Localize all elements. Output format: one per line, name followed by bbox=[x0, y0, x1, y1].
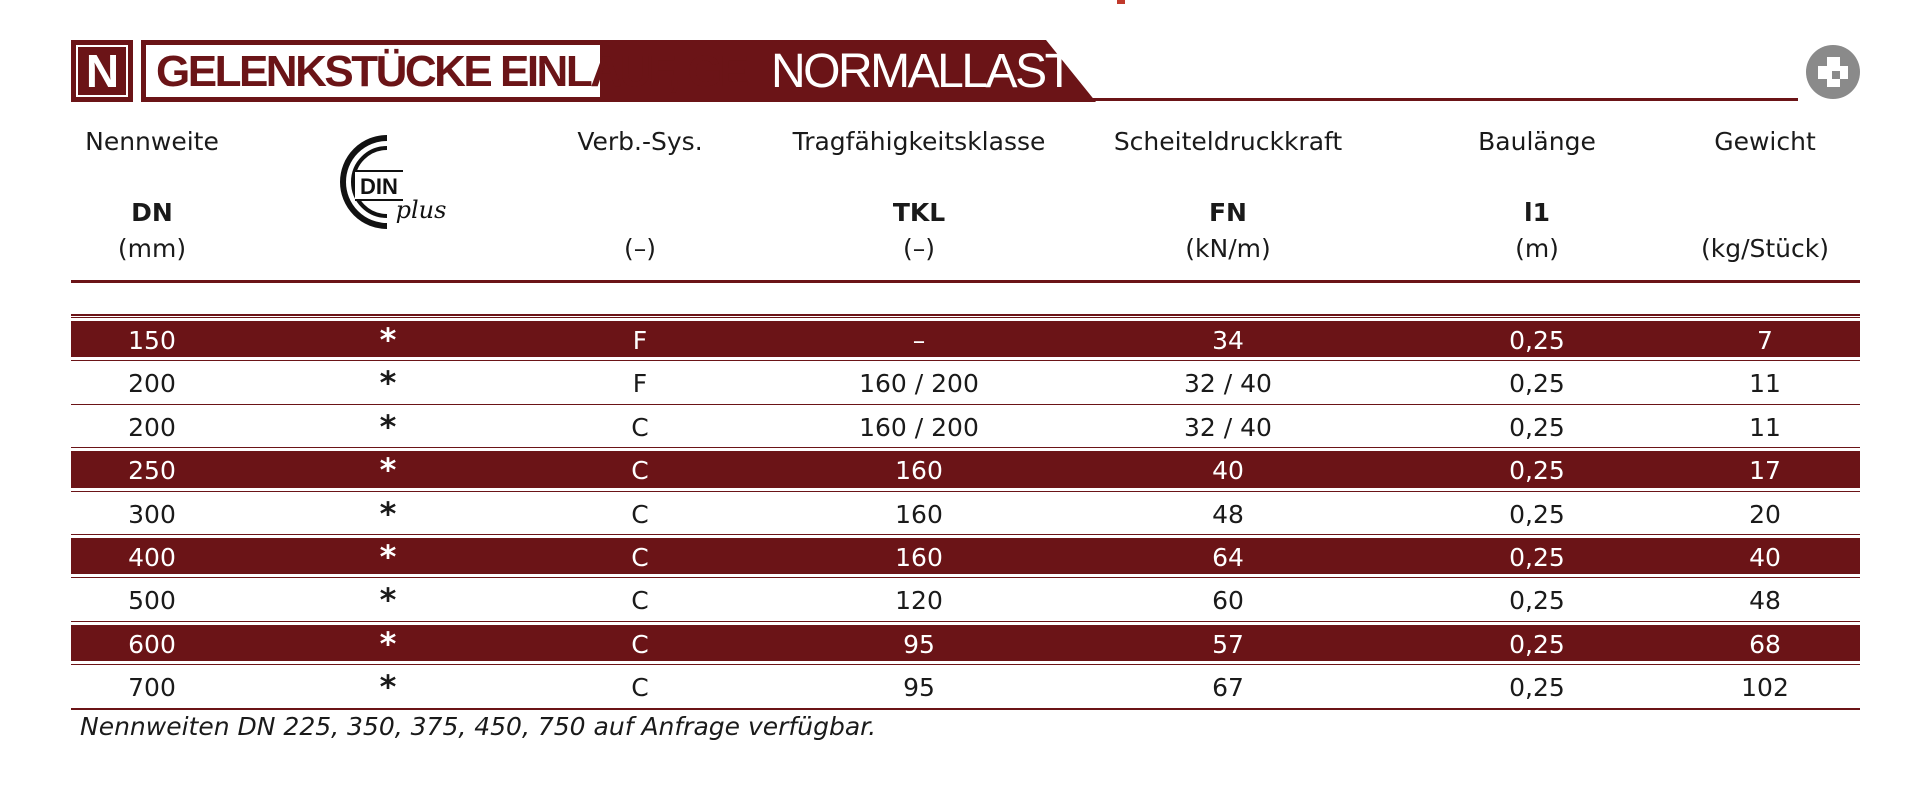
cell-gewicht: 48 bbox=[1749, 586, 1781, 616]
cell-fn: 32 / 40 bbox=[1184, 369, 1272, 399]
cell-tkl: 160 bbox=[895, 542, 943, 572]
cell-verb-sys: C bbox=[631, 412, 649, 442]
cell-verb-sys: C bbox=[631, 673, 649, 703]
cell-baulaenge: 0,25 bbox=[1509, 499, 1565, 529]
column-header-baulaenge-symbol: l1 bbox=[1524, 198, 1550, 227]
cell-din-plus: * bbox=[379, 321, 397, 359]
column-header-gewicht-label: Gewicht bbox=[1714, 127, 1816, 156]
table-row bbox=[71, 317, 1860, 360]
table-row bbox=[71, 491, 1860, 534]
column-header-fn-unit: (kN/m) bbox=[1185, 234, 1271, 263]
cell-baulaenge: 0,25 bbox=[1509, 369, 1565, 399]
table-top-line bbox=[71, 314, 1860, 316]
cell-din-plus: * bbox=[379, 364, 397, 403]
cell-gewicht: 11 bbox=[1749, 412, 1781, 442]
column-header-nennweite-unit: (mm) bbox=[117, 234, 187, 263]
cell-nennweite: 250 bbox=[128, 456, 176, 486]
cell-verb-sys: C bbox=[631, 456, 649, 486]
cell-gewicht: 11 bbox=[1749, 369, 1781, 399]
cell-fn: 32 / 40 bbox=[1184, 412, 1272, 442]
cell-din-plus: * bbox=[379, 581, 397, 620]
cell-nennweite: 700 bbox=[128, 673, 176, 703]
cell-fn: 48 bbox=[1212, 499, 1244, 529]
cell-baulaenge: 0,25 bbox=[1509, 586, 1565, 616]
table-row bbox=[71, 577, 1860, 620]
cell-nennweite: 400 bbox=[128, 542, 176, 572]
column-header-baulaenge-unit: (m) bbox=[1515, 234, 1559, 263]
table-row bbox=[71, 404, 1860, 447]
cell-baulaenge: 0,25 bbox=[1509, 456, 1565, 486]
table-row bbox=[71, 621, 1860, 664]
cell-gewicht: 68 bbox=[1749, 629, 1781, 659]
header-rule bbox=[71, 280, 1860, 283]
cell-fn: 64 bbox=[1212, 542, 1244, 572]
cell-nennweite: 300 bbox=[128, 499, 176, 529]
cell-baulaenge: 0,25 bbox=[1509, 412, 1565, 442]
column-header-nennweite-symbol: DN bbox=[131, 198, 173, 227]
load-class-badge bbox=[71, 40, 133, 102]
column-header-baulaenge-label: Baulänge bbox=[1478, 127, 1596, 156]
cell-tkl: 95 bbox=[903, 673, 935, 703]
cell-fn: 34 bbox=[1212, 326, 1244, 355]
cell-baulaenge: 0,25 bbox=[1509, 673, 1565, 703]
title-underline bbox=[1091, 98, 1798, 101]
title-bar bbox=[71, 40, 1858, 102]
cell-din-plus: * bbox=[379, 451, 397, 490]
column-header-tkl-label: Tragfähigkeitsklasse bbox=[792, 127, 1046, 156]
table-row bbox=[71, 664, 1860, 707]
cell-verb-sys: C bbox=[631, 629, 649, 659]
page-subtitle: NORMALLAST bbox=[771, 45, 1072, 98]
din-plus-logo bbox=[325, 130, 455, 242]
cell-verb-sys: C bbox=[631, 499, 649, 529]
plus-circle-icon bbox=[1805, 44, 1861, 100]
din-logo-script: plus bbox=[395, 196, 447, 224]
cell-baulaenge: 0,25 bbox=[1509, 629, 1565, 659]
title-inner-box bbox=[146, 45, 747, 97]
cell-nennweite: 600 bbox=[128, 629, 176, 659]
data-table bbox=[71, 317, 1860, 708]
cell-din-plus: * bbox=[379, 668, 397, 707]
cell-tkl: 160 bbox=[895, 456, 943, 486]
cell-gewicht: 17 bbox=[1749, 456, 1781, 486]
cell-tkl: – bbox=[912, 326, 926, 355]
title-box bbox=[141, 40, 827, 102]
table-row bbox=[71, 360, 1860, 403]
cell-fn: 57 bbox=[1212, 629, 1244, 659]
cell-tkl: 95 bbox=[903, 629, 935, 659]
column-header-verb-sys-unit: (–) bbox=[623, 234, 656, 263]
cell-din-plus: * bbox=[379, 407, 397, 446]
column-header-fn-label: Scheiteldruckkraft bbox=[1113, 127, 1343, 156]
cell-gewicht: 40 bbox=[1749, 542, 1781, 572]
cell-fn: 40 bbox=[1212, 456, 1244, 486]
page-title: GELENKSTÜCKE EINLAUF, GE bbox=[156, 47, 747, 96]
cell-gewicht: 102 bbox=[1741, 673, 1789, 703]
cell-nennweite: 200 bbox=[128, 369, 176, 399]
badge-letter: N bbox=[76, 45, 128, 97]
cell-verb-sys: C bbox=[631, 586, 649, 616]
column-header-gewicht-unit: (kg/Stück) bbox=[1700, 234, 1829, 263]
cell-nennweite: 500 bbox=[128, 586, 176, 616]
top-edge-mark bbox=[1117, 0, 1125, 4]
cell-gewicht: 20 bbox=[1749, 499, 1781, 529]
cell-din-plus: * bbox=[379, 624, 397, 663]
cell-fn: 67 bbox=[1212, 673, 1244, 703]
cell-verb-sys: F bbox=[632, 369, 648, 399]
din-logo-text: DIN bbox=[360, 174, 398, 199]
column-header-tkl-unit: (–) bbox=[902, 234, 935, 263]
cell-tkl: 160 / 200 bbox=[859, 369, 979, 399]
column-header-tkl-symbol: TKL bbox=[892, 198, 946, 227]
cell-fn: 60 bbox=[1212, 586, 1244, 616]
cell-tkl: 120 bbox=[895, 586, 943, 616]
cell-nennweite: 150 bbox=[128, 326, 176, 355]
cell-tkl: 160 bbox=[895, 499, 943, 529]
cell-verb-sys: C bbox=[631, 542, 649, 572]
cell-baulaenge: 0,25 bbox=[1509, 542, 1565, 572]
cell-baulaenge: 0,25 bbox=[1509, 326, 1565, 355]
cell-din-plus: * bbox=[379, 494, 397, 533]
table-row bbox=[71, 447, 1860, 490]
cell-nennweite: 200 bbox=[128, 412, 176, 442]
column-header-verb-sys-label: Verb.-Sys. bbox=[577, 127, 703, 156]
column-header-fn-symbol: FN bbox=[1208, 198, 1247, 227]
cell-tkl: 160 / 200 bbox=[859, 412, 979, 442]
column-header-nennweite-label: Nennweite bbox=[85, 127, 219, 156]
cell-verb-sys: F bbox=[632, 326, 648, 355]
cell-gewicht: 7 bbox=[1757, 326, 1773, 355]
table-row bbox=[71, 534, 1860, 577]
cell-din-plus: * bbox=[379, 537, 397, 576]
footnote: Nennweiten DN 225, 350, 375, 450, 750 auf Anfrage verfügbar. bbox=[80, 712, 877, 741]
